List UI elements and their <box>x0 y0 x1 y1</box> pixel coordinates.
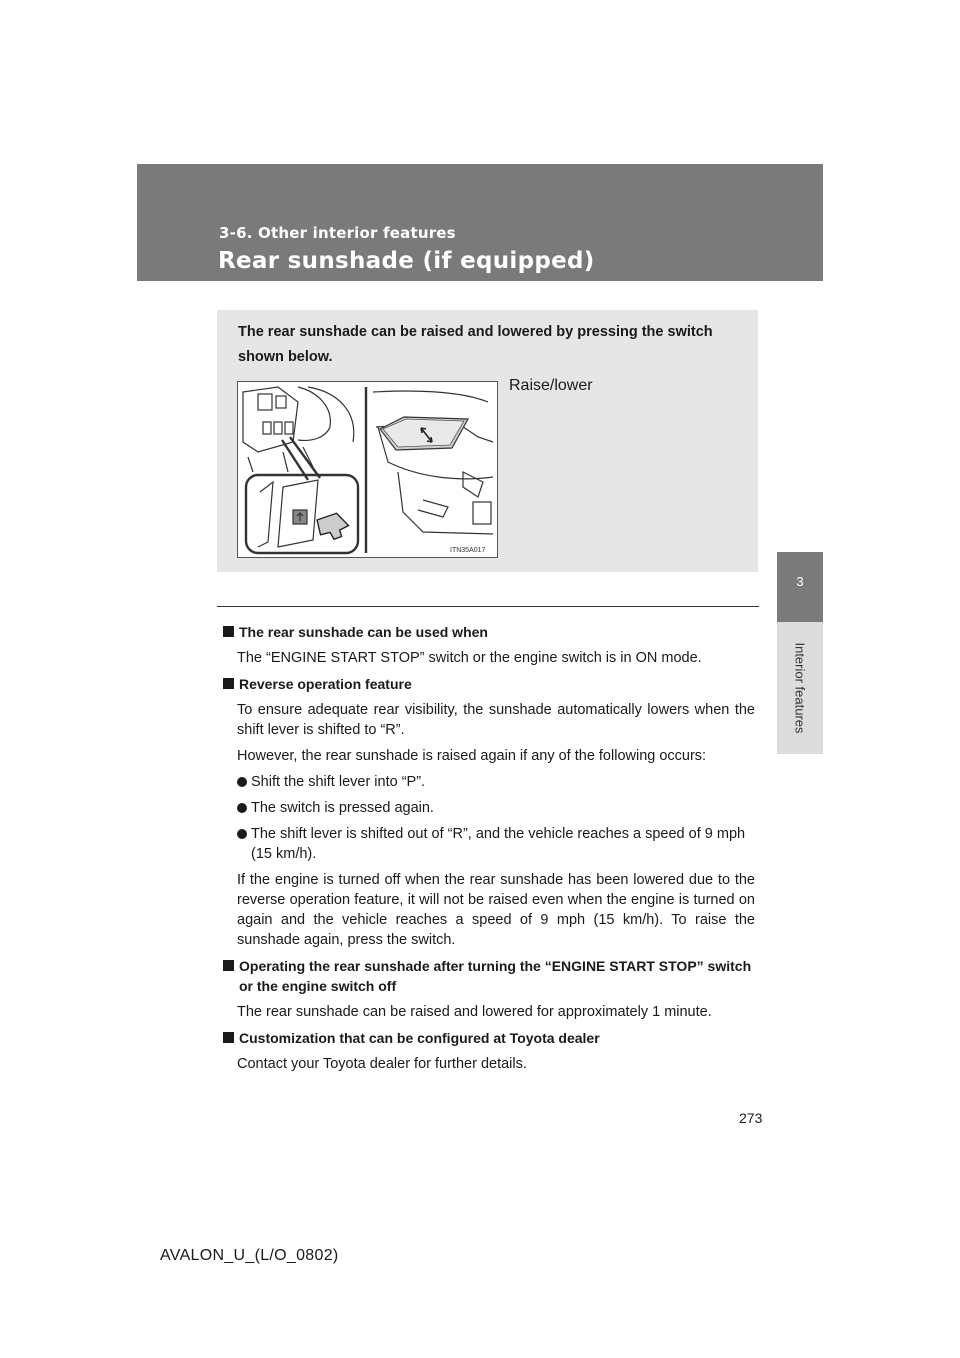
round-bullet-icon <box>237 777 247 787</box>
round-bullet-icon <box>237 829 247 839</box>
list-item <box>251 798 755 818</box>
page-title: Rear sunshade (if equipped) <box>218 248 595 274</box>
list-item-text: Shift the shift lever into “P”. <box>251 774 426 790</box>
square-bullet-icon <box>223 678 234 689</box>
intro-text: The rear sunshade can be raised and lowered by pressing the switch shown below. <box>238 324 713 365</box>
chapter-number: 3 <box>796 574 804 589</box>
note-paragraph: If the engine is turned off when the rear sunshade has been lowered due to the reverse operation feature, it will not be raised even when the engine is turned on again and the vehicle reaches a speed of 9 mph (15 km/h). To raise the sunshade again, press the switch. <box>237 872 755 948</box>
note-heading <box>223 1028 755 1048</box>
note-heading <box>223 956 755 996</box>
note-paragraph: The “ENGINE START STOP” switch or the engine switch is in ON mode. <box>237 650 702 666</box>
square-bullet-icon <box>223 1032 234 1043</box>
illustration-code: ITN35A017 <box>450 547 486 554</box>
note-paragraph: The rear sunshade can be raised and lowered for approximately 1 minute. <box>237 1004 712 1020</box>
note-paragraph: However, the rear sunshade is raised again if any of the following occurs: <box>237 748 707 764</box>
notes <box>223 622 755 1080</box>
document-code: AVALON_U_(L/O_0802) <box>160 1247 339 1264</box>
note-heading <box>223 674 755 694</box>
note-heading-text: Customization that can be configured at Toyota dealer <box>239 1030 600 1046</box>
illustration-drawing <box>238 382 497 557</box>
note-heading <box>223 622 755 642</box>
raise-lower-callout: Raise/lower <box>509 377 593 394</box>
list-item <box>251 824 755 864</box>
list-item <box>251 772 755 792</box>
section-label: 3-6. Other interior features <box>219 224 456 242</box>
note-heading-text: Reverse operation feature <box>239 676 412 692</box>
square-bullet-icon <box>223 960 234 971</box>
list-item-text: The shift lever is shifted out of “R”, and the vehicle reaches a speed of 9 mph (15 km/h). <box>251 826 746 862</box>
chapter-label: Interior features <box>792 642 808 734</box>
note-paragraph: To ensure adequate rear visibility, the sunshade automatically lowers when the shift lever is shifted to “R”. <box>237 702 755 738</box>
page-number: 273 <box>739 1110 763 1126</box>
note-paragraph: Contact your Toyota dealer for further details. <box>237 1056 527 1072</box>
square-bullet-icon <box>223 626 234 637</box>
note-heading-text: Operating the rear sunshade after turning the “ENGINE START STOP” switch or the engine switch off <box>239 958 752 994</box>
note-heading-text: The rear sunshade can be used when <box>239 624 488 640</box>
section-divider <box>217 606 759 607</box>
sunshade-switch-illustration <box>237 381 498 558</box>
list-item-text: The switch is pressed again. <box>251 800 434 816</box>
round-bullet-icon <box>237 803 247 813</box>
